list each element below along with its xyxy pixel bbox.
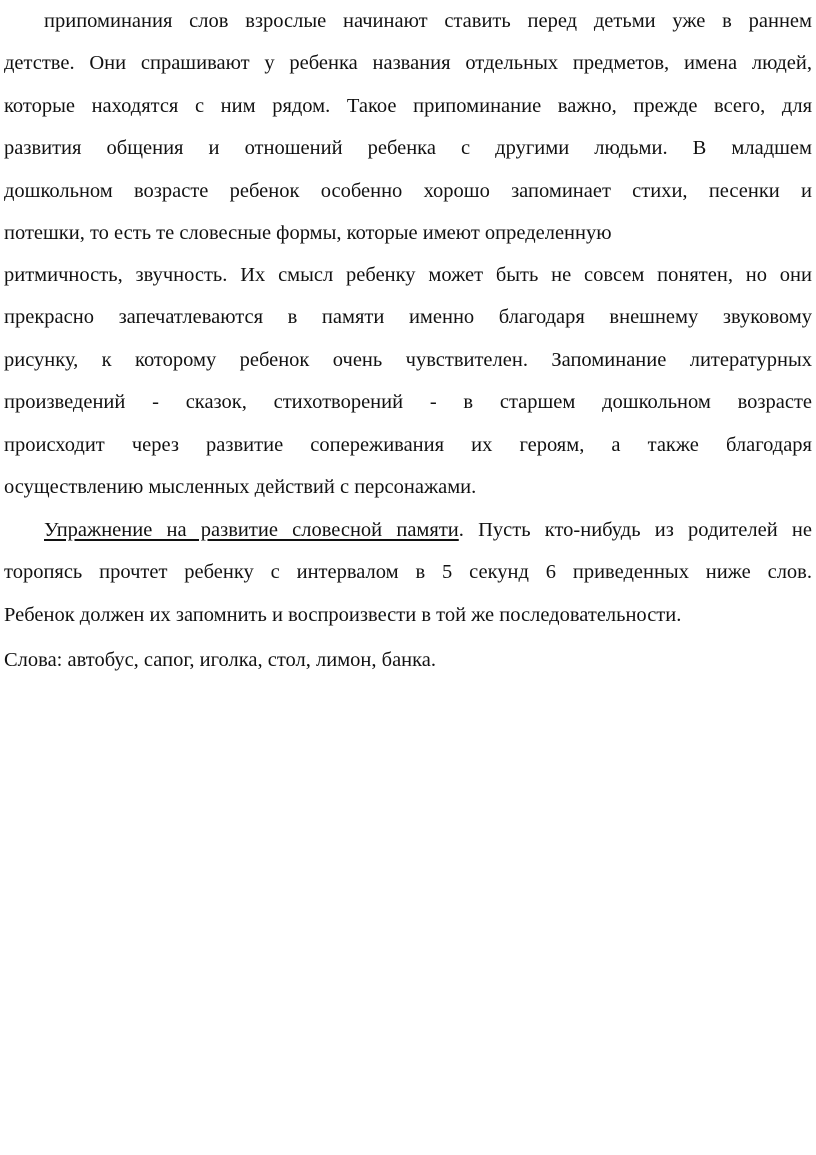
exercise-title-suffix: . Пусть кто-нибудь из родителей не [458, 519, 812, 541]
exercise-title: Упражнение на развитие словесной памяти [44, 519, 459, 541]
text-line: детстве. Они спрашивают у ребенка названия отдельных предметов, имена людей, [4, 52, 812, 75]
text-line: Ребенок должен их запомнить и воспроизвести в той же последовательности. [4, 603, 682, 626]
text-line: потешки, то есть те словесные формы, которые имеют определенную [4, 221, 612, 244]
text-line: развития общения и отношений ребенка с другими людьми. В младшем [4, 137, 812, 160]
paragraph-1 [4, 0, 812, 254]
text-line: припоминания слов взрослые начинают ставить перед детьми уже в раннем [44, 10, 812, 32]
exercise-paragraph [4, 509, 812, 636]
text-line: которые находятся с ним рядом. Такое припоминание важно, прежде всего, для [4, 94, 812, 117]
text-line: дошкольном возрасте ребенок особенно хорошо запоминает стихи, песенки и [4, 179, 812, 202]
words-line: Слова: автобус, сапог, иголка, стол, лимон, банка. [4, 649, 437, 671]
text-line: происходит через развитие сопереживания их героям, а также благодаря [4, 433, 812, 456]
text-line: осуществлению мысленных действий с персонажами. [4, 475, 477, 498]
text-line: ритмичность, звучность. Их смысл ребенку может быть не совсем понятен, но они [4, 264, 812, 286]
words-paragraph [4, 639, 812, 681]
exercise-first-line [4, 509, 812, 551]
text-line: произведений - сказок, стихотворений - в старшем дошкольном возрасте [4, 391, 812, 414]
paragraph-2 [4, 254, 812, 508]
text-line: торопясь прочтет ребенку с интервалом в 5 секунд 6 приведенных ниже слов. [4, 561, 812, 584]
text-line: прекрасно запечатлеваются в памяти именно благодаря внешнему звуковому [4, 306, 812, 329]
text-line: рисунку, к которому ребенок очень чувствителен. Запоминание литературных [4, 348, 812, 371]
